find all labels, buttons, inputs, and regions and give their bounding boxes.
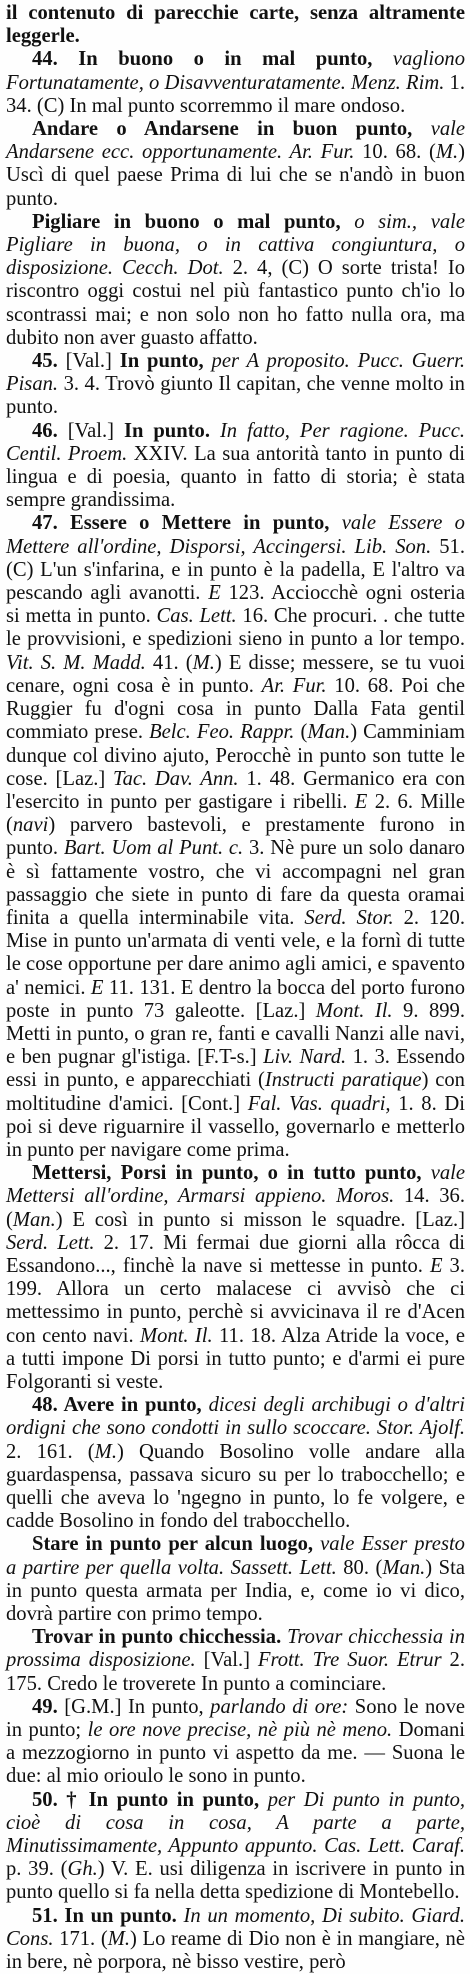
text-run: 1. 3. Essendo essi in punto, e apparecchiati ( xyxy=(6,1046,465,1092)
italic-text: Belc. Feo. Rappr. xyxy=(149,721,301,744)
italic-text: Trovar chicchessia in prossima disposizione. xyxy=(6,1626,465,1672)
text-run: Domani a mezzogiorno in punto vi aspetto da me. — Suona le due: al mio orioulo le sono in punto. xyxy=(6,1719,465,1788)
text-run: ) Quando Bosolino volle andare alla guardaspensa, passava sicuro su per lo trabocchello; e quelli che aveva lo 'ngegno in punto, lo fe volgere, e cadde Bosolino in fondo del trabocchello. xyxy=(6,1440,465,1533)
italic-text: Cas. Lett. xyxy=(156,605,243,628)
italic-text: vale Essere o Mettere all'ordine, Disporsi, Accingersi. Lib. Son. xyxy=(6,512,465,558)
text-run: ) E così in punto si misson le squadre. [Laz.] xyxy=(55,1208,465,1231)
text-run: Sono le nove in punto; xyxy=(6,1695,466,1742)
text-run: [Val.] xyxy=(65,350,120,373)
entry-headword: Stare in punto per alcun luogo, xyxy=(32,1533,321,1556)
italic-text: Instructi paratique xyxy=(264,1069,422,1092)
text-run: 51. (C) L'un s'infarina, e in punto è la padella, E l'altro va pescando agli avanotti. xyxy=(6,535,465,605)
italic-text: Man. xyxy=(307,721,351,744)
text-run: ) parvero bastevoli, e prestamente furono in punto. xyxy=(6,814,465,860)
dictionary-paragraph xyxy=(6,1162,465,1394)
text-run: 2. 175. Credo le troverete In punto a cominciare. xyxy=(6,1649,465,1695)
text-run: 2. 161. ( xyxy=(6,1440,95,1463)
entry-headword: 46. xyxy=(32,419,68,442)
text-run: 80. ( xyxy=(343,1556,383,1579)
italic-text: M. xyxy=(107,1927,130,1950)
italic-text: Mont. Il. xyxy=(315,999,404,1022)
entry-headword: 48. Avere in punto, xyxy=(32,1394,209,1417)
text-run: p. 39. ( xyxy=(6,1858,68,1881)
italic-text: vale Esser presto a partire per quella volta. Sassett. Lett. xyxy=(6,1533,465,1579)
italic-text: vale Mettersi all'ordine, Armarsi appieno. Moros. xyxy=(6,1162,465,1208)
italic-text: parlando di ore: xyxy=(210,1695,355,1718)
italic-text: Frott. Tre Suor. Etrur xyxy=(257,1649,450,1672)
italic-text: Serd. Lett. xyxy=(6,1231,104,1254)
italic-text: dicesi degli archibugi o d'altri ordigni che sono condotti in sullo scoccare. Stor. Ajolf. xyxy=(6,1394,465,1440)
entry-headword: Andare o Andarsene in buon punto, xyxy=(32,118,431,141)
italic-text: le ore nove precise, nè più nè meno. xyxy=(87,1719,399,1742)
italic-text: o sim., vale Pigliare in buona, o in cattiva congiuntura, o disposizione. Cecch. Dot. xyxy=(6,210,465,280)
italic-text: Serd. Stor. xyxy=(304,906,404,929)
dictionary-paragraph xyxy=(6,1696,465,1789)
italic-text: per Di punto in punto, cioè di cosa in cosa, A parte a parte, Minutissimamente, Appunto appunto. Cas. Lett. Caraf. xyxy=(6,1788,466,1858)
entry-headword: 51. In un punto. xyxy=(32,1904,184,1927)
text-run: ) E disse; messere, se tu vuoi cenare, ogni cosa è in punto. xyxy=(6,651,465,697)
dictionary-paragraph xyxy=(6,1905,465,1974)
text-run: 2. 120. Mise in punto un'armata di venti vele, e la fornì di tutte le cose opportune per dare animo agli amici, e spavento a' nemici. xyxy=(6,906,465,999)
italic-text: Liv. Nard. xyxy=(263,1046,353,1069)
dictionary-paragraph xyxy=(6,118,465,211)
italic-text: M. xyxy=(435,141,459,164)
italic-text: Man. xyxy=(12,1208,56,1231)
entry-headword: Mettersi, Porsi in punto, o in tutto punto, xyxy=(32,1162,431,1185)
text-run: 3. Nè pure un solo danaro è sì fattamente vostro, che vi accompagni nel gran passaggio che siete in punto di fare da questa oramai finita a quella interminabile vita. xyxy=(6,837,465,929)
text-run: ( xyxy=(300,721,308,744)
entry-headword: Pigliare in buono o mal punto, xyxy=(32,210,355,233)
text-run: 1. 8. Di poi si deve riguarnire il vassello, governarlo e metterlo in punto per navigare come prima. xyxy=(6,1092,465,1161)
italic-text: Tac. Dav. Ann. xyxy=(113,767,247,790)
entry-headword: In punto. xyxy=(123,419,220,442)
text-run: 2. 6. Mille ( xyxy=(6,790,465,837)
italic-text: per A proposito. Pucc. Guerr. Pisan. xyxy=(6,350,465,396)
text-run: 10. 68. ( xyxy=(362,141,436,164)
entry-headword: il contenuto di parecchie carte, senza altramente leggerle. xyxy=(6,2,465,48)
italic-text: M. xyxy=(94,1440,117,1463)
dictionary-paragraph xyxy=(6,1789,465,1905)
text-run: 41. ( xyxy=(152,651,193,674)
italic-text: E xyxy=(90,976,109,999)
dictionary-paragraph xyxy=(6,2,465,48)
dictionary-paragraph xyxy=(6,1626,465,1696)
text-run: [G.M.] In punto, xyxy=(64,1695,211,1718)
italic-text: Fal. Vas. quadri, xyxy=(247,1092,399,1115)
text-run: ) Camminiam dunque col divino ajuto, Perocchè in punto son tutte le cose. [Laz.] xyxy=(6,721,465,790)
text-run: [Val.] xyxy=(67,419,124,442)
italic-text: In fatto, Per ragione. Pucc. Centil. Proem. xyxy=(6,419,465,465)
text-run: ) Sta in punto questa armata per India, e, come io vi dico, dovrà partire con primo tempo. xyxy=(6,1556,466,1626)
italic-text: navi xyxy=(12,814,49,837)
italic-text: E xyxy=(354,790,375,813)
dictionary-paragraph xyxy=(6,350,465,420)
entry-headword: 44. In buono o in mal punto, xyxy=(32,48,393,71)
text-run: 123. Acciocchè ogni osteria si metta in punto. xyxy=(6,582,465,628)
text-run: 10. 68. Poi che Ruggier fu d'ogni cosa in punto Dalla Fata gentil commiato prese. xyxy=(6,674,465,744)
italic-text: vagliono Fortunatamente, o Disavventuratamente. Menz. Rim. xyxy=(6,48,465,94)
text-run: XXIV. La sua antorità tanto in punto di lingua e di poesia, quanto in fatto di storia; è stata sempre grandissima. xyxy=(6,442,466,512)
entry-headword: 45. xyxy=(32,350,66,373)
text-run: 171. ( xyxy=(59,1927,108,1950)
italic-text: M. xyxy=(192,651,215,674)
entry-headword: 49. xyxy=(32,1695,65,1718)
text-run: 11. 131. E dentro la bocca del porto furono poste in punto 73 galeotte. [Laz.] xyxy=(6,976,465,1022)
text-run: 2. 4, (C) O sorte trista! Io riscontro oggi costui nel più fantastico punto ch'io lo scontrassi mai; e non solo non ho fatto nulla ora, ma dubito non aver guasto affatto. xyxy=(6,257,465,349)
italic-text: E xyxy=(429,1254,450,1277)
italic-text: vale Andarsene ecc. opportunamente. Ar. Fur. xyxy=(6,118,465,164)
entry-headword: Trovar in punto chicchessia. xyxy=(32,1626,288,1649)
dictionary-paragraph xyxy=(6,512,465,1162)
dictionary-paragraph xyxy=(6,1533,465,1626)
dictionary-paragraph xyxy=(6,420,465,513)
dictionary-paragraph xyxy=(6,211,465,350)
text-run: [Val.] xyxy=(203,1649,258,1672)
italic-text: E xyxy=(208,582,229,605)
entry-headword: 50. † In punto in punto, xyxy=(32,1788,268,1811)
text-run: 16. Che procuri. . che tutte le provvisioni, e spedizioni sieno in punto a lor tempo. xyxy=(6,605,465,651)
text-run: 2. 17. Mi fermai due giorni alla rôcca di Essandono..., finchè la nave si mettesse in punto. xyxy=(6,1231,466,1277)
text-run: 9. 899. Metti in punto, o gran re, fanti e cavalli Nanzi alle navi, e ben pugnar gl'istiga. [F.T-s.] xyxy=(6,999,465,1069)
text-run: 1. 34. (C) In mal punto scorremmo il mare ondoso. xyxy=(6,71,465,117)
text-run: ) V. E. usi diligenza in iscrivere in punto in punto quello si fa nella detta spedizione di Montebello. xyxy=(6,1858,466,1904)
text-run: ) con moltitudine d'amici. [Cont.] xyxy=(6,1069,465,1115)
text-run: 11. 18. Alza Atride la voce, e a tutti impone Di porsi in tutto punto; e d'armi ei pure Folgoranti si veste. xyxy=(6,1324,465,1393)
italic-text: Vit. S. M. Madd. xyxy=(6,651,153,674)
italic-text: Gh. xyxy=(67,1858,98,1881)
italic-text: Bart. Uom al Punt. c. xyxy=(63,837,249,860)
text-run: 3. 4. Trovò giunto Il capitan, che venne molto in punto. xyxy=(6,373,465,419)
dictionary-paragraph xyxy=(6,48,465,118)
text-run: 3. 199. Allora un certo malacese ci avvisò che ci mettessimo in punto, perchè si avvicinava il re d'Acen con cento navi. xyxy=(6,1254,465,1347)
italic-text: Ar. Fur. xyxy=(261,674,335,697)
italic-text: Man. xyxy=(382,1556,426,1579)
italic-text: In un momento, Di subito. Giard. Cons. xyxy=(6,1904,466,1950)
text-run: ) Uscì di quel paese Prima di lui che se n'andò in buon punto. xyxy=(6,141,465,210)
dictionary-paragraph xyxy=(6,1394,465,1533)
entry-headword: 47. Essere o Mettere in punto, xyxy=(32,512,342,535)
entry-headword: In punto, xyxy=(119,350,212,373)
text-run: 14. 36. ( xyxy=(6,1185,465,1231)
dictionary-text-column xyxy=(6,2,465,1974)
italic-text: Mont. Il. xyxy=(139,1324,219,1347)
text-run: ) Lo reame di Dio non è in mangiare, nè in bere, nè porpora, nè bisso vestire, però xyxy=(6,1927,465,1974)
text-run: 1. 48. Germanico era con l'esercito in punto per gastigare i ribelli. xyxy=(6,767,465,813)
